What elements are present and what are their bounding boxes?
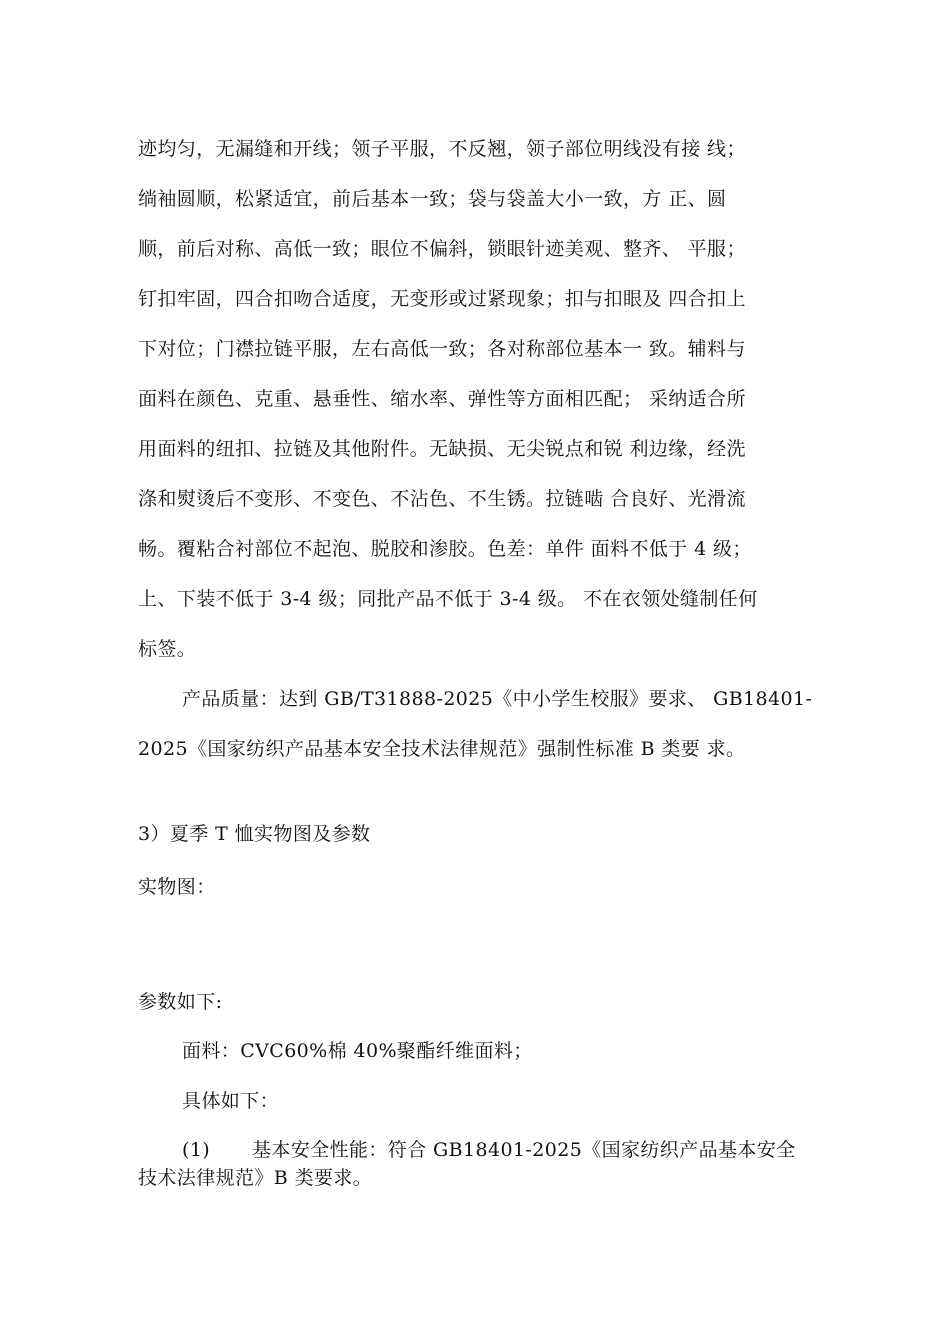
text-line: 上、下装不低于 3-4 级；同批产品不低于 3-4 级。 不在衣领处缝制任何 bbox=[138, 588, 758, 610]
text-line: 涤和熨烫后不变形、不变色、不沾色、不生锈。拉链啮 合良好、光滑流 bbox=[138, 488, 746, 510]
text-line: 迹均匀，无漏缝和开线；领子平服，不反翘，领子部位明线没有接 线； bbox=[138, 138, 746, 160]
section-heading: 3）夏季 T 恤实物图及参数 bbox=[138, 823, 371, 845]
text-line: 畅。覆粘合衬部位不起泡、脱胶和渗胶。色差：单件 面料不低于 4 级； bbox=[138, 538, 752, 560]
quality-standard-line-1: 产品质量：达到 GB/T31888-2025《中小学生校服》要求、 GB18401- bbox=[182, 688, 813, 710]
item-number: (1) bbox=[182, 1139, 211, 1161]
text-line: 钉扣牢固，四合扣吻合适度，无变形或过紧现象；扣与扣眼及 四合扣上 bbox=[138, 288, 746, 310]
params-label: 参数如下: bbox=[138, 991, 223, 1013]
text-line: 顺，前后对称、高低一致；眼位不偏斜，锁眼针迹美观、整齐、 平服； bbox=[138, 238, 746, 260]
photo-label: 实物图： bbox=[138, 876, 216, 898]
details-label: 具体如下： bbox=[182, 1090, 280, 1112]
text-line: 标签。 bbox=[138, 638, 197, 660]
text-line: 用面料的纽扣、拉链及其他附件。无缺损、无尖锐点和锐 利边缘，经洗 bbox=[138, 438, 746, 460]
text-line: 绱袖圆顺，松紧适宜，前后基本一致；袋与袋盖大小一致，方 正、圆 bbox=[138, 188, 727, 210]
item-text: 基本安全性能：符合 GB18401-2025《国家纺织产品基本安全 bbox=[252, 1139, 796, 1161]
spec-item-1 bbox=[138, 1136, 828, 1192]
fabric-spec: 面料：CVC60%棉 40%聚酯纤维面料； bbox=[182, 1040, 533, 1062]
quality-standard-line-2: 2025《国家纺织产品基本安全技术法律规范》强制性标准 B 类要 求。 bbox=[138, 738, 746, 760]
text-line: 面料在颜色、克重、悬垂性、缩水率、弹性等方面相匹配； 采纳适合所 bbox=[138, 388, 746, 410]
paragraph-quality-requirements bbox=[138, 124, 838, 774]
text-line: 下对位；门襟拉链平服，左右高低一致；各对称部位基本一 致。辅料与 bbox=[138, 338, 746, 360]
item-text-continued: 技术法律规范》B 类要求。 bbox=[138, 1167, 373, 1189]
